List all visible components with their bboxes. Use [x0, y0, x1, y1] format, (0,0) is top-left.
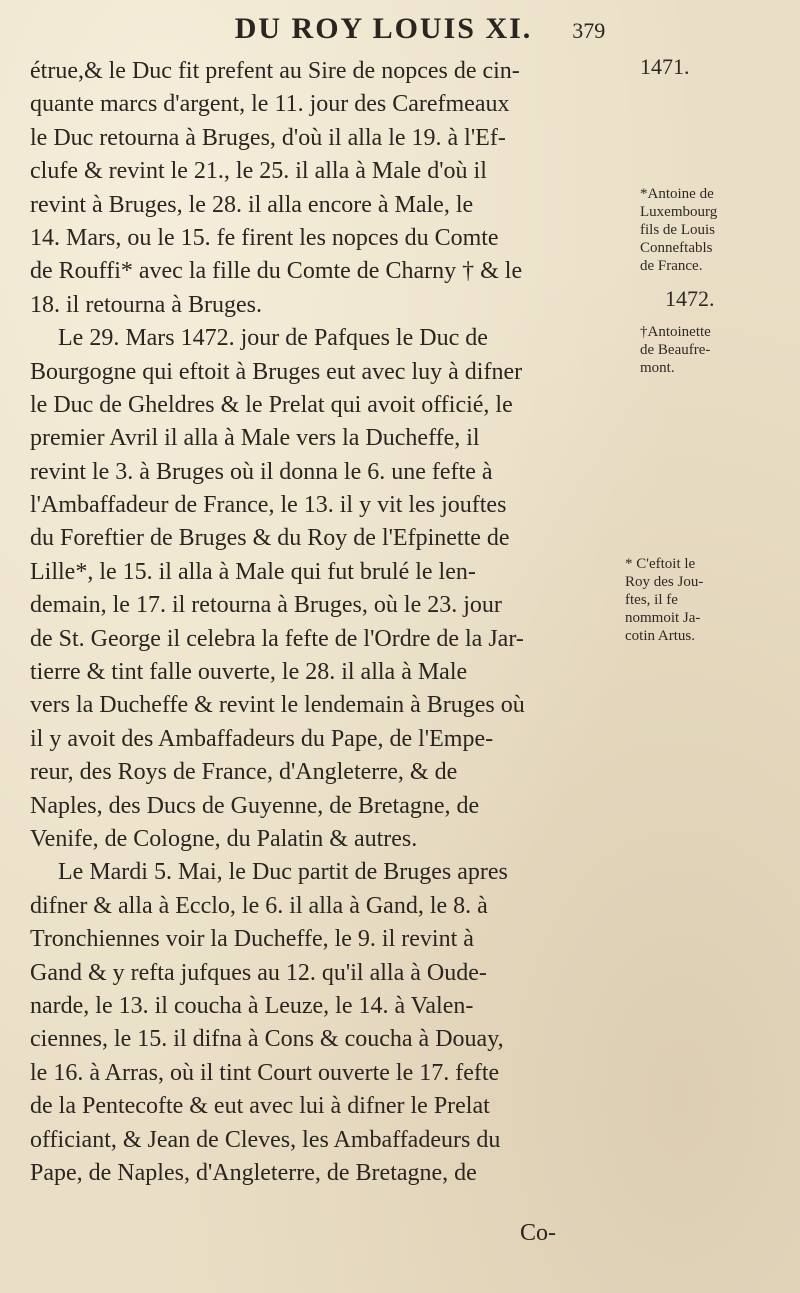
margin-note-roy	[625, 555, 703, 645]
text-line: Tronchiennes voir la Ducheffe, le 9. il revint à	[30, 926, 474, 953]
text-line: le Duc de Gheldres & le Prelat qui avoit officié, le	[30, 391, 513, 418]
text-line: de St. George il celebra la fefte de l'Ordre de la Jar-	[30, 625, 524, 652]
text-line: le 16. à Arras, où il tint Court ouverte le 17. fefte	[30, 1059, 500, 1086]
text-line: de Rouffi* avec la fille du Comte de Charny † & le	[30, 258, 523, 285]
text-line: reur, des Roys de France, d'Angleterre, & de	[30, 759, 458, 786]
margin-year-1471: 1471.	[640, 54, 690, 79]
text-line: narde, le 13. il coucha à Leuze, le 14. à Valen-	[30, 992, 474, 1019]
text-line: Bourgogne qui eftoit à Bruges eut avec luy à difner	[30, 358, 523, 385]
text-line: Le Mardi 5. Mai, le Duc partit de Bruges apres	[58, 859, 508, 886]
text-line: Naples, des Ducs de Guyenne, de Bretagne, de	[30, 792, 480, 819]
margin-year-1472: 1472.	[665, 286, 715, 311]
text-line: tierre & tint falle ouverte, le 28. il alla à Male	[30, 659, 468, 686]
text-line: Le 29. Mars 1472. jour de Pafques le Duc de	[58, 325, 488, 352]
text-line: Gand & y refta jufques au 12. qu'il alla à Oude-	[30, 959, 487, 986]
margin-line: Luxembourg	[640, 204, 718, 220]
margin-line: * C'eftoit le	[625, 556, 696, 572]
text-line: Venife, de Cologne, du Palatin & autres.	[30, 825, 418, 852]
margin-line: †Antoinette	[640, 324, 711, 340]
catchword: Co-	[520, 1220, 556, 1246]
text-line: du Foreftier de Bruges & du Roy de l'Efpinette de	[30, 525, 510, 552]
margin-line: de Beaufre-	[640, 342, 711, 358]
margin-line: fils de Louis	[640, 222, 715, 238]
text-line: étrue,& le Duc fit prefent au Sire de nopces de cin-	[30, 58, 520, 84]
margin-note-antoine	[640, 185, 717, 275]
text-line: il y avoit des Ambaffadeurs du Pape, de l'Empe-	[30, 725, 494, 752]
text-line: ciennes, le 15. il difna à Cons & coucha à Douay,	[30, 1026, 504, 1053]
text-line: officiant, & Jean de Cleves, les Ambaffadeurs du	[30, 1126, 501, 1153]
margin-line: cotin Artus.	[625, 628, 695, 644]
text-line: clufe & revint le 21., le 25. il alla à Male d'où il	[30, 158, 487, 185]
text-line: Lille*, le 15. il alla à Male qui fut brulé le len-	[30, 558, 476, 585]
margin-line: Conneftabls	[640, 240, 713, 256]
text-line: demain, le 17. il retourna à Bruges, où le 23. jour	[30, 592, 502, 619]
text-line: 14. Mars, ou le 15. fe firent les nopces du Comte	[30, 224, 499, 251]
page-title: DU ROY LOUIS XI.	[234, 12, 533, 45]
margin-line: nommoit Ja-	[625, 610, 701, 626]
text-line: revint à Bruges, le 28. il alla encore à Male, le	[30, 191, 474, 218]
text-line: revint le 3. à Bruges où il donna le 6. une fefte à	[30, 458, 493, 485]
margin-line: *Antoine de	[640, 186, 714, 202]
text-line: premier Avril il alla à Male vers la Ducheffe, il	[30, 425, 480, 452]
text-line: l'Ambaffadeur de France, le 13. il y vit les jouftes	[30, 492, 507, 519]
text-line: vers la Ducheffe & revint le lendemain à Bruges où	[30, 692, 525, 719]
margin-line: Roy des Jou-	[625, 574, 704, 590]
margin-line: de France.	[640, 258, 703, 274]
margin-note-antoinette	[640, 323, 711, 377]
text-line: de la Pentecofte & eut avec lui à difner le Prelat	[30, 1093, 490, 1120]
text-line: Pape, de Naples, d'Angleterre, de Bretagne, de	[30, 1159, 477, 1186]
text-line: le Duc retourna à Bruges, d'où il alla le 19. à l'Ef-	[30, 124, 506, 151]
text-line: difner & alla à Ecclo, le 6. il alla à Gand, le 8. à	[30, 892, 488, 919]
body-text	[30, 55, 590, 1190]
margin-line: ftes, il fe	[625, 592, 678, 608]
page-number: 379	[572, 18, 606, 43]
running-head	[0, 12, 800, 46]
margin-line: mont.	[640, 360, 675, 376]
text-line: 18. il retourna à Bruges.	[30, 291, 262, 318]
text-line: quante marcs d'argent, le 11. jour des Carefmeaux	[30, 91, 510, 118]
